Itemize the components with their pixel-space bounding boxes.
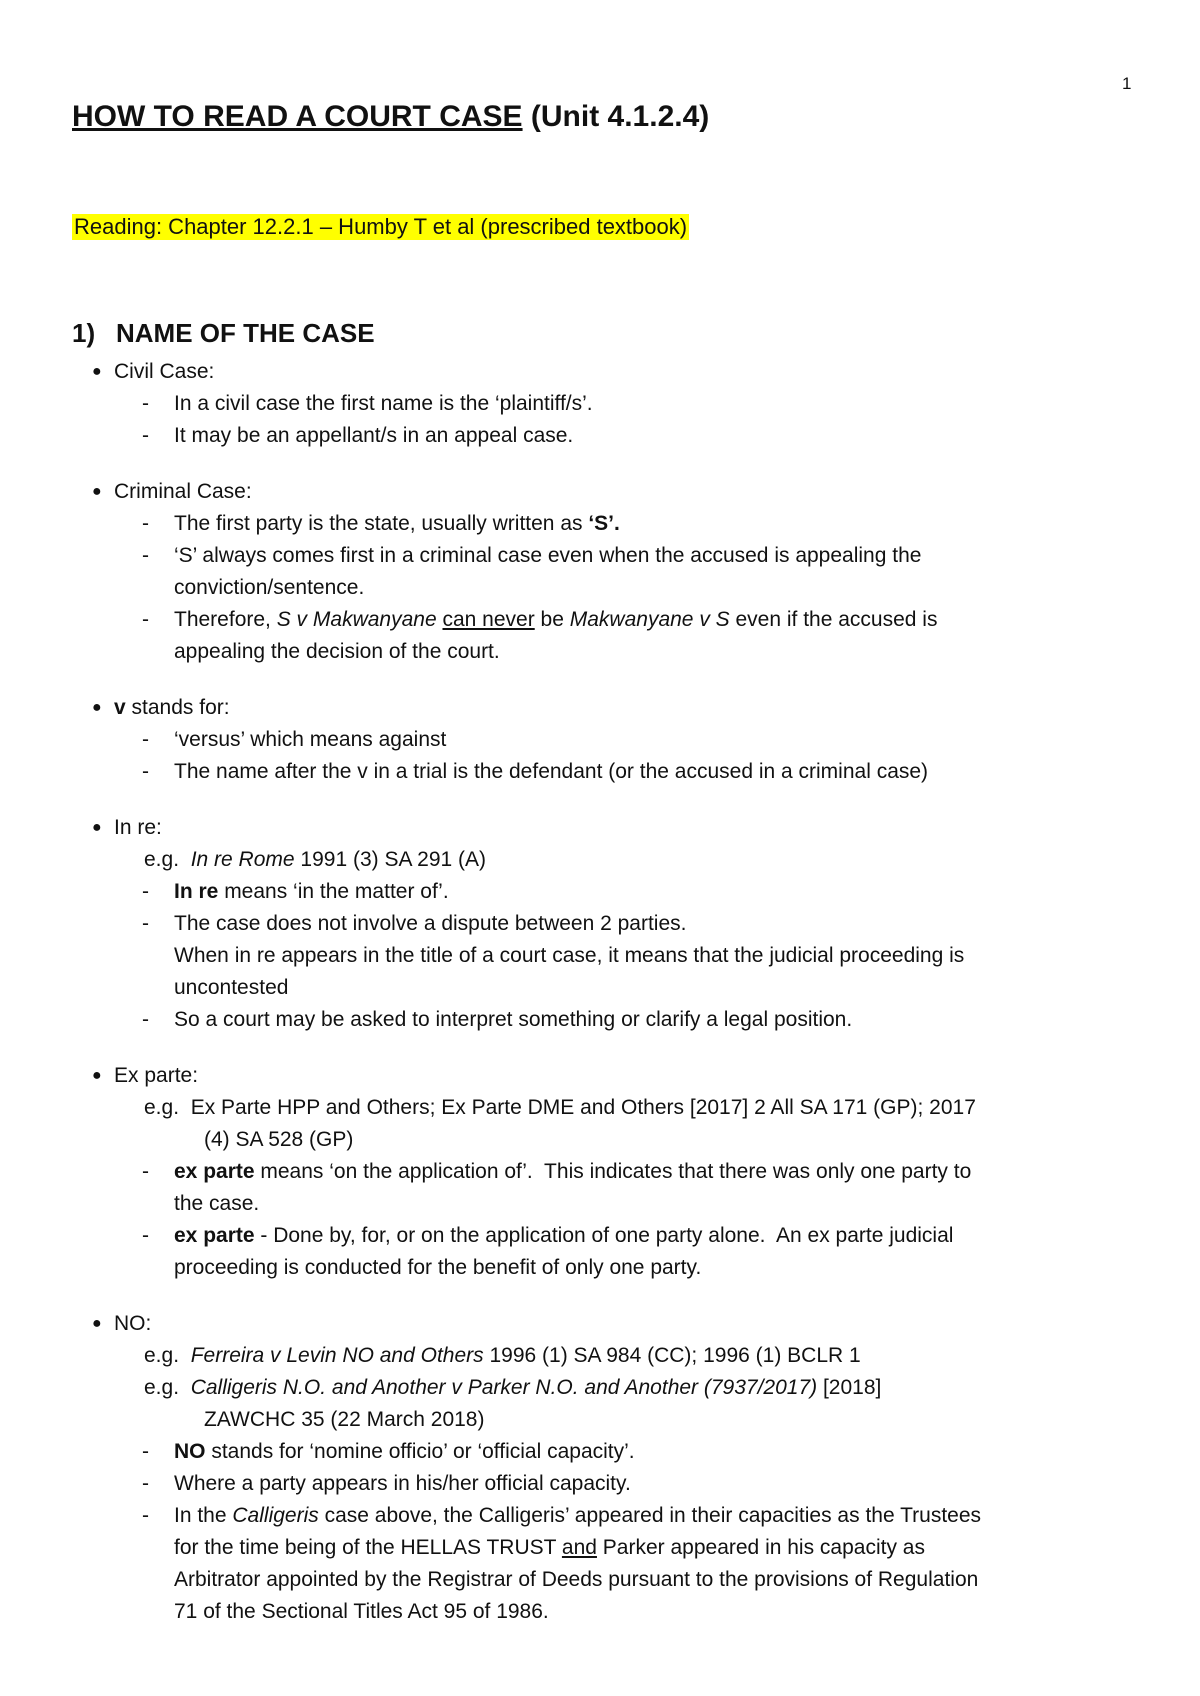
list-item-continuation: conviction/sentence. (174, 576, 365, 599)
criminal-case-label: ● Criminal Case: (114, 478, 252, 506)
example-citation-continuation: ZAWCHC 35 (22 March 2018) (204, 1408, 485, 1431)
list-item-continuation: 71 of the Sectional Titles Act 95 of 1986. (174, 1600, 549, 1623)
in-re-label: ● In re: (114, 814, 162, 842)
section-title: NAME OF THE CASE (116, 318, 375, 348)
list-item-continuation: proceeding is conducted for the benefit of only one party. (174, 1256, 702, 1279)
section-heading (72, 318, 375, 349)
bullet-icon: ● (92, 699, 102, 716)
bullet-icon: ● (92, 1315, 102, 1332)
example-citation: e.g. Ferreira v Levin NO and Others 1996 (1) SA 984 (CC); 1996 (1) BCLR 1 (144, 1344, 861, 1367)
example-citation-continuation: (4) SA 528 (GP) (204, 1128, 354, 1151)
bullet-icon: ● (92, 819, 102, 836)
ex-parte-label: ● Ex parte: (114, 1062, 198, 1090)
title-unit: (Unit 4.1.2.4) (522, 100, 710, 133)
no-label: ● NO: (114, 1310, 151, 1338)
list-item-continuation: the case. (174, 1192, 260, 1215)
civil-case-label: ● Civil Case: (114, 358, 214, 386)
bullet-icon: ● (92, 363, 102, 380)
example-citation: e.g. Calligeris N.O. and Another v Parker N.O. and Another (7937/2017) [2018] (144, 1376, 882, 1399)
bullet-icon: ● (92, 1067, 102, 1084)
bullet-icon: ● (92, 483, 102, 500)
page-number: 1 (1122, 74, 1132, 93)
list-item-continuation: for the time being of the HELLAS TRUST and Parker appeared in his capacity as (174, 1536, 925, 1559)
example-citation: e.g. In re Rome 1991 (3) SA 291 (A) (144, 848, 487, 871)
list-item-continuation: appealing the decision of the court. (174, 640, 500, 663)
list-item-continuation: When in re appears in the title of a court case, it means that the judicial proceeding is (174, 944, 965, 967)
section-number: 1) (72, 318, 96, 348)
list-item-continuation: uncontested (174, 976, 289, 999)
list-item-continuation: Arbitrator appointed by the Registrar of Deeds pursuant to the provisions of Regulation (174, 1568, 979, 1591)
title-main: HOW TO READ A COURT CASE (72, 100, 523, 133)
reading-reference: Reading: Chapter 12.2.1 – Humby T et al (prescribed textbook) (74, 214, 688, 239)
page-title (72, 100, 709, 134)
versus-label: ● v stands for: (114, 694, 230, 722)
example-citation: e.g. Ex Parte HPP and Others; Ex Parte DME and Others [2017] 2 All SA 171 (GP); 2017 (144, 1096, 976, 1119)
